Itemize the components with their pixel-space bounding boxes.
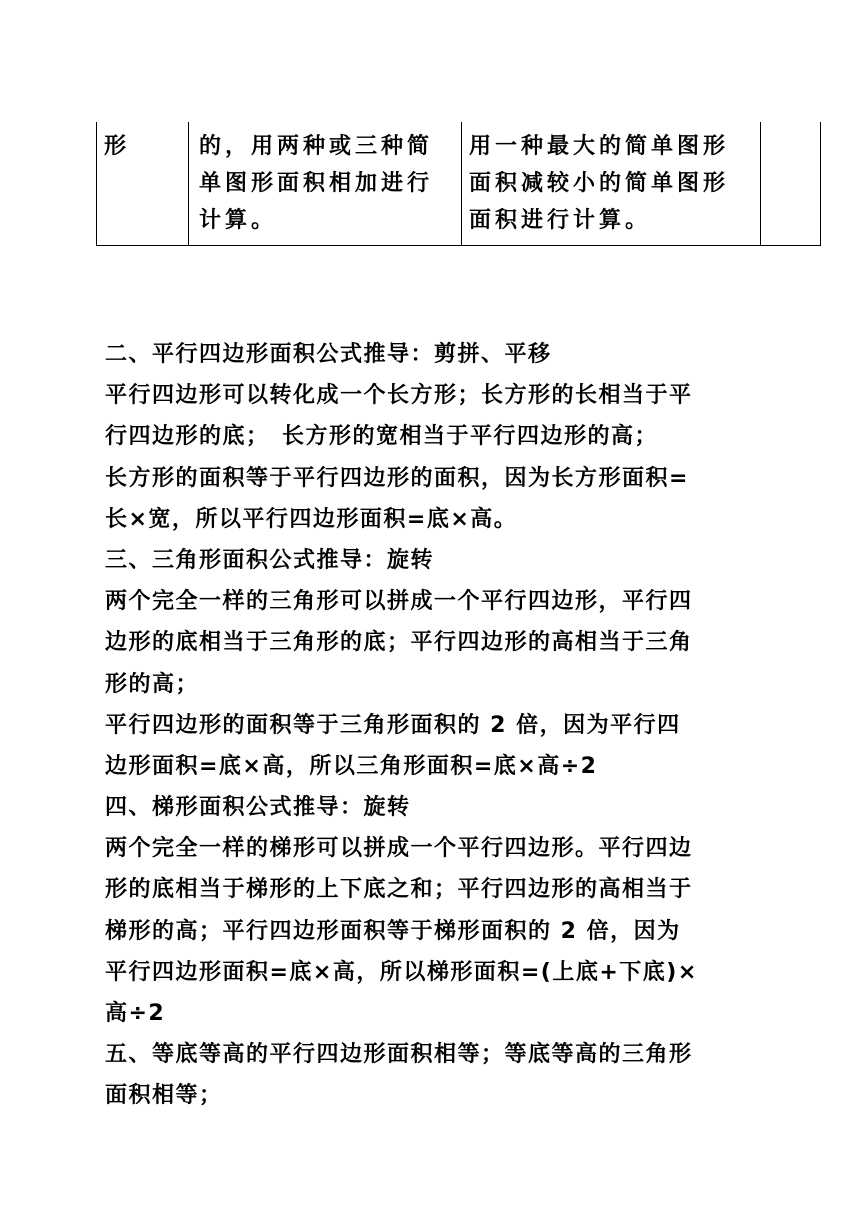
table-cell-line: 面积减较小的简单图形 (469, 171, 730, 196)
table-cell (104, 128, 130, 165)
text-line: 高÷2 (105, 1001, 166, 1026)
body-text (105, 334, 765, 1117)
table-cell-line: 单图形面积相加进行 (199, 171, 434, 196)
text-line: 行四边形的底； 长方形的宽相当于平行四边形的高； (105, 424, 659, 450)
table-border (96, 122, 97, 246)
table-border (820, 122, 821, 246)
text-line: 平行四边形的面积等于三角形面积的 2 倍，因为平行四 (105, 712, 681, 738)
text-line: 形的底相当于梯形的上下底之和；平行四边形的高相当于 (105, 877, 693, 903)
text-line: 两个完全一样的梯形可以拼成一个平行四边形。平行四边 (105, 836, 693, 862)
text-line: 两个完全一样的三角形可以拼成一个平行四边形，平行四 (105, 589, 693, 615)
section-heading: 五、等底等高的平行四边形面积相等；等底等高的三角形 (105, 1042, 693, 1068)
table-fragment (96, 122, 821, 246)
text-line: 平行四边形可以转化成一个长方形；长方形的长相当于平 (105, 383, 693, 409)
text-line: 平行四边形面积=底×高，所以梯形面积=(上底+下底)× (105, 959, 698, 985)
table-cell-line: 用一种最大的简单图形 (469, 134, 730, 159)
text-line: 梯形的高；平行四边形面积等于梯形面积的 2 倍，因为 (105, 918, 681, 944)
table-border (461, 122, 462, 246)
table-cell-line: 形 (104, 134, 131, 159)
table-border (760, 122, 761, 246)
text-line: 边形的底相当于三角形的底；平行四边形的高相当于三角 (105, 630, 693, 656)
section-heading: 三、三角形面积公式推导：旋转 (105, 547, 435, 573)
text-line: 边形面积=底×高，所以三角形面积=底×高÷2 (105, 753, 598, 779)
table-cell-line: 计算。 (199, 208, 278, 233)
text-line: 长×宽，所以平行四边形面积=底×高。 (105, 506, 518, 532)
table-cell-line: 面积进行计算。 (469, 208, 652, 233)
table-cell (469, 128, 729, 239)
table-cell (199, 128, 433, 239)
table-border (96, 245, 821, 246)
text-line: 长方形的面积等于平行四边形的面积，因为长方形面积= (105, 465, 689, 491)
table-border (188, 122, 189, 246)
table-cell-line: 的，用两种或三种简 (199, 134, 434, 159)
text-line: 面积相等； (105, 1083, 223, 1109)
section-heading: 二、平行四边形面积公式推导：剪拼、平移 (105, 342, 552, 367)
section-heading: 四、梯形面积公式推导：旋转 (105, 795, 411, 821)
text-line: 形的高； (105, 671, 200, 697)
